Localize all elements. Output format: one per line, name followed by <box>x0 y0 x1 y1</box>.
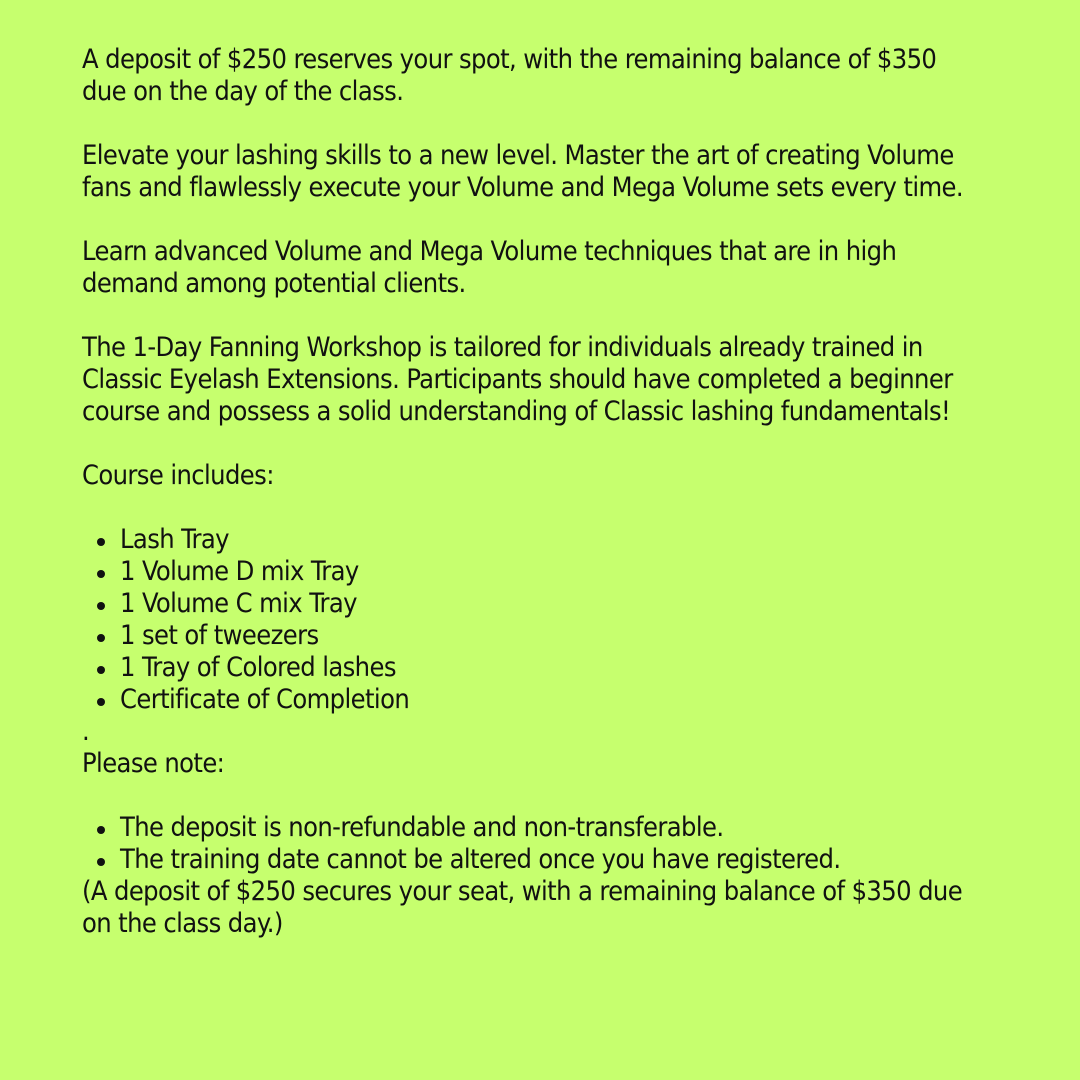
separator-dot: . <box>82 716 90 747</box>
list-item: The deposit is non-refundable and non-transferable. <box>82 812 982 844</box>
learn-text: Learn advanced Volume and Mega Volume techniques that are in high demand among potential clients. <box>82 236 897 299</box>
deposit-intro-text: A deposit of $250 reserves your spot, with the remaining balance of $350 due on the day of the class. <box>82 44 937 107</box>
spacer <box>82 300 982 332</box>
list-item: The training date cannot be altered once you have registered. <box>82 844 982 876</box>
deposit-footer-text: (A deposit of $250 secures your seat, with a remaining balance of $350 due on the class day.) <box>82 876 963 939</box>
list-item: Certificate of Completion <box>82 684 982 716</box>
spacer <box>82 108 982 140</box>
spacer <box>82 780 982 812</box>
note-items-list <box>82 812 982 876</box>
list-item: 1 Volume C mix Tray <box>82 588 982 620</box>
list-item: Lash Tray <box>82 524 982 556</box>
please-note-heading: Please note: <box>82 748 225 779</box>
spacer <box>82 204 982 236</box>
course-items-list <box>82 524 982 716</box>
document-body <box>82 44 982 940</box>
list-item: 1 Tray of Colored lashes <box>82 652 982 684</box>
workshop-text: The 1-Day Fanning Workshop is tailored for individuals already trained in Classic Eyelash Extensions. Participants should have completed a beginner course and possess a solid understanding of Classic lashing fundamentals! <box>82 332 953 427</box>
spacer <box>82 492 982 524</box>
list-item: 1 Volume D mix Tray <box>82 556 982 588</box>
list-item: 1 set of tweezers <box>82 620 982 652</box>
course-includes-heading: Course includes: <box>82 460 274 491</box>
elevate-text: Elevate your lashing skills to a new level. Master the art of creating Volume fans and flawlessly execute your Volume and Mega Volume sets every time. <box>82 140 963 203</box>
spacer <box>82 428 982 460</box>
